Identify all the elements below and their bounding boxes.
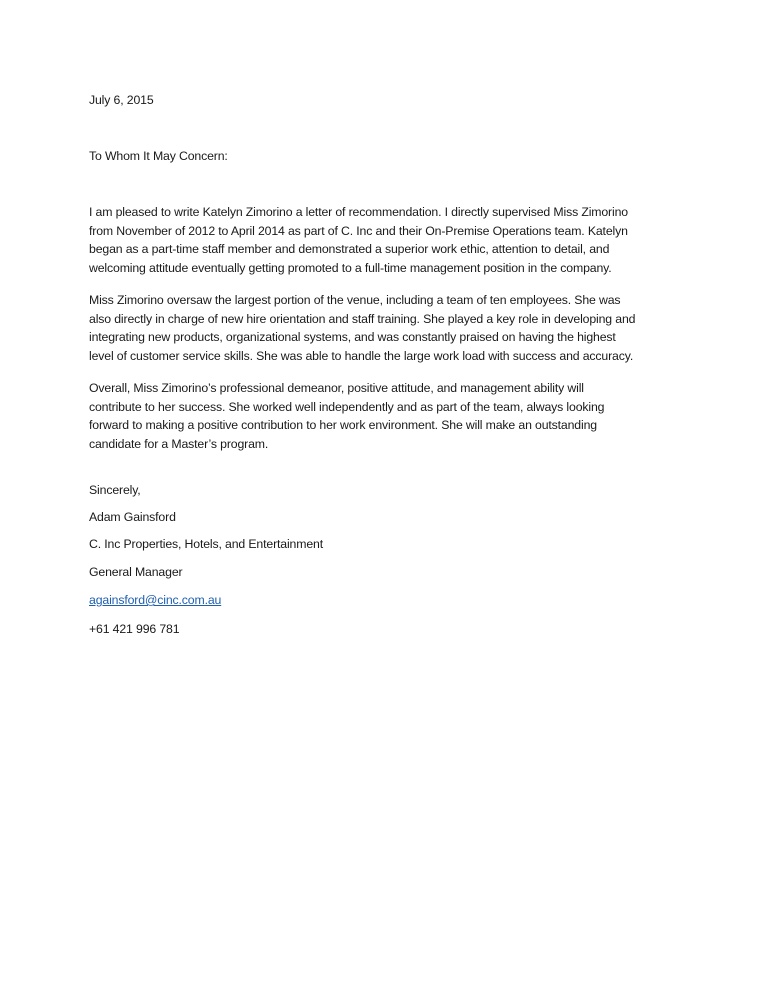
closing: Sincerely, — [89, 483, 141, 497]
paragraph-line: forward to making a positive contribution to her work environment. She will make an outstanding — [89, 418, 597, 432]
paragraph-line: contribute to her success. She worked well independently and as part of the team, always looking — [89, 400, 605, 414]
paragraph-line: I am pleased to write Katelyn Zimorino a letter of recommendation. I directly supervised Miss Zimorino — [89, 205, 628, 219]
paragraph-line: welcoming attitude eventually getting promoted to a full-time management position in the company. — [89, 261, 612, 275]
paragraph-line: Overall, Miss Zimorino’s professional demeanor, positive attitude, and management ability will — [89, 381, 584, 395]
signer-company: C. Inc Properties, Hotels, and Entertainment — [89, 537, 323, 551]
signer-name: Adam Gainsford — [89, 510, 176, 524]
paragraph-line: began as a part-time staff member and demonstrated a superior work ethic, attention to detail, and — [89, 242, 610, 256]
signer-title: General Manager — [89, 565, 183, 579]
email-link[interactable]: againsford@cinc.com.au — [89, 593, 222, 607]
salutation: To Whom It May Concern: — [89, 149, 228, 163]
paragraph-line: from November of 2012 to April 2014 as part of C. Inc and their On-Premise Operations team. Katelyn — [89, 224, 628, 238]
paragraph-line: level of customer service skills. She was able to handle the large work load with success and accuracy. — [89, 349, 634, 363]
paragraph-line: Miss Zimorino oversaw the largest portion of the venue, including a team of ten employees. She was — [89, 293, 621, 307]
signer-phone: +61 421 996 781 — [89, 622, 180, 636]
letter-date: July 6, 2015 — [89, 93, 154, 107]
paragraph-line: candidate for a Master’s program. — [89, 437, 269, 451]
paragraph-line: also directly in charge of new hire orientation and staff training. She played a key role in developing and — [89, 312, 636, 326]
paragraph-line: integrating new products, organizational systems, and was constantly praised on having the highest — [89, 330, 616, 344]
